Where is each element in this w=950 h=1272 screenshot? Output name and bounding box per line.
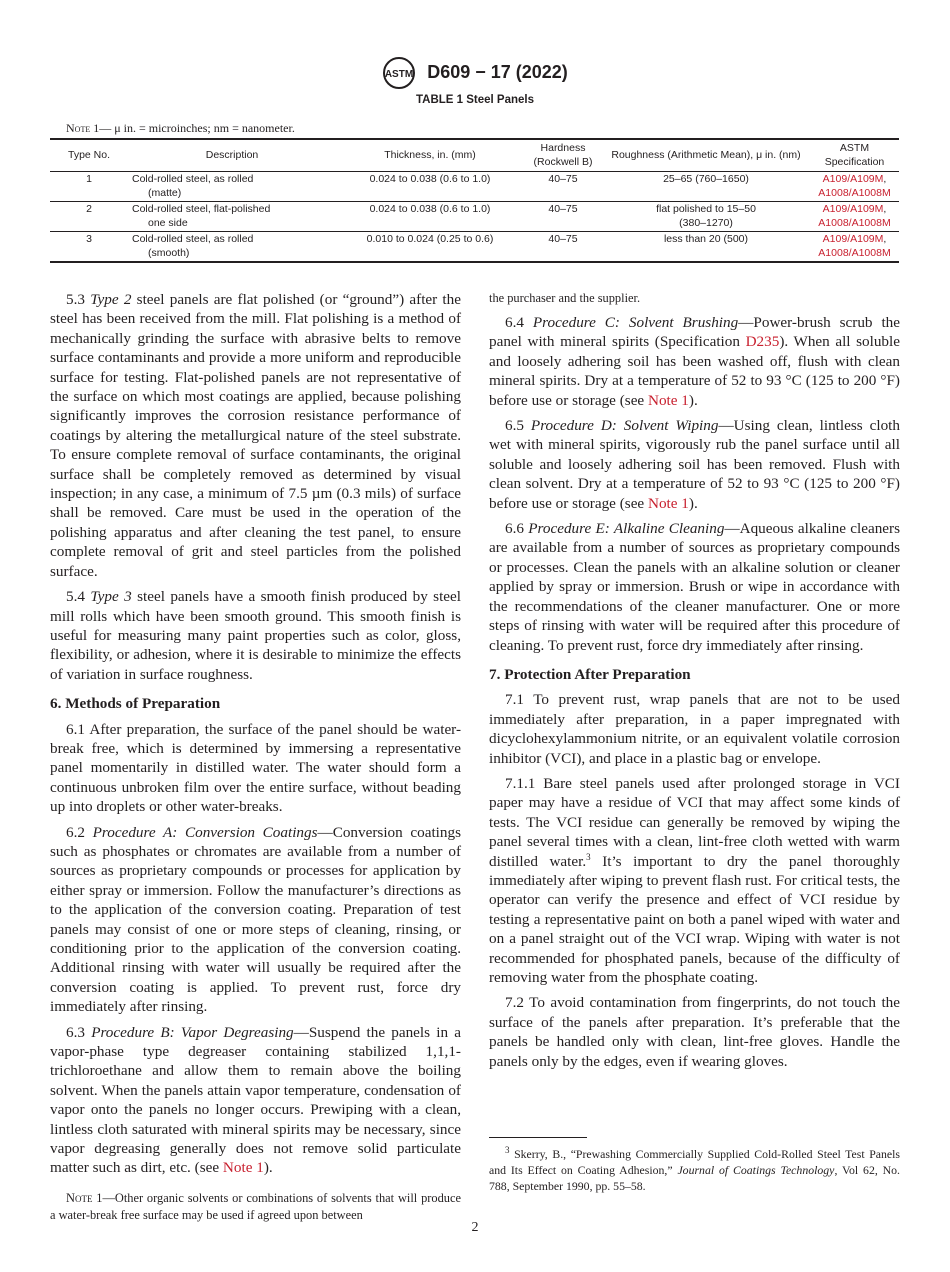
paragraph-6-5: 6.5 Procedure D: Solvent Wiping—Using clean, lintless cloth wet with mineral spirits, vigorously rub the panel surface until all soluble and loosely adhering soil has been removed. Flush with clean solvent. Dry at a temperature of 52 to 93 °C (125 to 200 °F) before use or storage (see Note 1). (489, 417, 900, 512)
footnote-divider (489, 1137, 587, 1138)
spec-link[interactable]: A109/A109M (822, 173, 884, 185)
steel-panels-table (50, 138, 899, 263)
note-1-link[interactable]: Note 1 (647, 494, 689, 512)
page-number: 2 (471, 1220, 479, 1235)
cell-description: Cold-rolled steel, flat-polished one side (128, 202, 336, 232)
paragraph-7-1: 7.1 To prevent rust, wrap panels that are not to be used immediately after preparation, in a paper impregnated with dicyclohexylammonium nitrite, or an equivalent volatile corrosion inhibitor (VCI), and place in a plastic bag or envelope. (489, 691, 900, 767)
footnote-ref[interactable]: 3 (586, 851, 591, 862)
right-column (489, 290, 900, 1077)
column-header: Hardness (Rockwell B) (524, 139, 602, 172)
note-1-link[interactable]: Note 1 (222, 1159, 264, 1177)
designation: D609 − 17 (2022) (427, 61, 568, 82)
cell-description: Cold-rolled steel, as rolled (smooth) (132, 233, 254, 259)
cell-description: Cold-rolled steel, as rolled (matte) (128, 172, 336, 202)
paragraph-6-2: 6.2 Procedure A: Conversion Coatings—Conversion coatings such as phosphates or chromates are available from a number of sources as proprietary compounds or processes for application by either spray or immersion. Follow the manufacturer’s directions as to the application of the conversion coating. Preparation of test panels may consist of one or more steps of cleaning, rinsing, or conditioning prior to the application of the conversion coating. Additional rinsing with water will usually be required after the conversion coating is applied. To prevent rust, force dry immediately after rinsing. (50, 823, 461, 1016)
table-row (50, 202, 899, 232)
cell-spec: A109/A109M, A1008/A1008M (810, 172, 899, 202)
note-1: Note 1—Other organic solvents or combinations of solvents that will produce a water-break free surface may be used if agreed upon between (50, 1190, 461, 1222)
section-heading-6: 6. Methods of Preparation (50, 695, 221, 713)
cell-spec: A109/A109M, A1008/A1008M (818, 233, 891, 259)
note-1-continued: the purchaser and the supplier. (489, 291, 641, 305)
spec-link[interactable]: A1008/A1008M (818, 186, 891, 199)
paragraph-7-2: 7.2 To avoid contamination from fingerprints, do not touch the surface of the panels after preparation. It’s preferable that the panels be handled only with clean, lint-free gloves. Handle the panels only by the edges, even if wearing gloves. (489, 994, 900, 1070)
paragraph-6-6: 6.6 Procedure E: Alkaline Cleaning—Aqueous alkaline cleaners are available from a number of sources as proprietary compounds or processes. Clean the panels with an alkaline solution or cleaner applied by spray or immersion. Brush or wipe in accordance with the recommendations of the cleaner manufacturer. One or more steps of rinsing with water will be required after this procedure of cleaning. To prevent rust, force dry immediately after rinsing. (489, 520, 900, 654)
cell-thickness: 0.010 to 0.024 (0.25 to 0.6) (366, 233, 494, 245)
note-1-link[interactable]: Note 1 (647, 391, 689, 409)
table-row (50, 232, 899, 263)
cell-hardness: 40–75 (548, 233, 578, 245)
column-header: Description (128, 139, 336, 172)
footnote-3: $^3$ Skerry, B., “Prewashing Commercially Supplied Cold-Rolled Steel Test Panels and Its Effect on Coating Adhesion,” Journal of Coatings Technology, Vol 62, No. 788, September 1990, pp. 55–58. (489, 1145, 901, 1193)
cell-roughness: less than 20 (500) (663, 233, 749, 245)
spec-link[interactable]: A1008/A1008M (818, 216, 891, 229)
cell-type: 1 (50, 172, 128, 202)
cell-roughness: flat polished to 15–50 (380–1270) (602, 202, 810, 232)
spec-link[interactable]: A109/A109M (822, 233, 884, 245)
section-heading-7: 7. Protection After Preparation (489, 665, 691, 683)
spec-link[interactable]: A109/A109M (822, 203, 884, 215)
column-header: Thickness, in. (mm) (336, 139, 524, 172)
svg-text:ASTM: ASTM (385, 69, 414, 80)
cell-thickness: 0.024 to 0.038 (0.6 to 1.0) (336, 202, 524, 232)
paragraph-6-4: 6.4 Procedure C: Solvent Brushing—Power-brush scrub the panel with mineral spirits (Specification D235). When all soluble and loosely adhering soil has been washed off, flush with clean mineral spirits. Dry at a temperature of 52 to 93 °C (125 to 200 °F) before use or storage (see Note 1). (489, 314, 900, 409)
paragraph-5-3: 5.3 Type 2 steel panels are flat polished (or “ground”) after the steel has been received from the mill. Flat polishing is a method of mechanically grinding the surface with abrasive belts to remove surface contaminants and provide a more uniform and reproducible surface for testing. Flat-polished panels are not representative of the surface on which most coatings are applied, because polishing significantly improves the corrosion resistance performance of coatings by altering the metallurgical nature of the steel substrate. To ensure complete removal of surface contaminants, the original surface shall be completely removed as determined by visual inspection; in any case, a minimum of 7.5 µm (0.3 mils) of surface shall be removed. Care must be used in the operation of the polishing apparatus and after cleaning the test panel, to ensure complete removal of grit and steel particles from the polished surface. (50, 291, 461, 580)
column-header: Type No. (50, 139, 128, 172)
cell-type: 2 (50, 202, 128, 232)
cell-roughness: 25–65 (760–1650) (602, 172, 810, 202)
table-note: Note 1— μ in. = microinches; nm = nanometer. (66, 121, 295, 135)
cell-thickness: 0.024 to 0.038 (0.6 to 1.0) (336, 172, 524, 202)
paragraph-5-4: 5.4 Type 3 steel panels have a smooth finish produced by steel mill rolls which have been smooth ground. This smooth finish is useful for measuring many paint properties such as color, gloss, flexibility, or adhesion, where it is desirable to minimize the effects of variation in surface roughness. (50, 588, 461, 683)
paragraph-6-1: 6.1 After preparation, the surface of the panel should be water-break free, which is determined by immersing a representative panel momentarily in distilled water. The water should form a continuous unbroken film over the entire surface, without beading up into droplets or other water-breaks. (50, 720, 461, 816)
column-header: Roughness (Arithmetic Mean), μ in. (nm) (602, 139, 810, 172)
column-header: ASTM Specification (810, 139, 899, 172)
paragraph-6-3: 6.3 Procedure B: Vapor Degreasing—Suspend the panels in a vapor-phase type degreaser containing stabilized 1,1,1-trichloroethane and allow them to remain above the boiling solvent. When the panels attain vapor temperature, condensation of vapor onto the panels no longer occurs. Prewiping with a clean, lintless cloth saturated with mineral spirits may be necessary, since vapor degreasing generally does not remove solid particulate matter such as dirt, etc. (see Note 1). (50, 1023, 461, 1177)
cell-type: 3 (86, 233, 92, 245)
astm-logo-icon (382, 56, 416, 90)
d235-link[interactable]: D235 (745, 333, 780, 351)
paragraph-7-1-1: 7.1.1 Bare steel panels used after prolonged storage in VCI paper may have a residue of VCI that may affect some kinds of tests. The VCI residue can generally be removed by wiping the panel several times with a clean, lint-free cloth wetted with warm distilled water.$^3$ It’s important to dry the panel thoroughly immediately after wiping to prevent flash rust. For critical tests, the operator can verify the presence and effect of VCI residue by testing a representative paint on both a panel wiped with water and on a panel straight out of the VCI wrap. Wiping with water is not recommended for phosphated panels, because of the difficulty of removing water from the phosphate coating. (489, 774, 900, 986)
left-column (50, 290, 461, 1230)
table-row (50, 172, 899, 202)
cell-hardness: 40–75 (524, 172, 602, 202)
document-header (0, 56, 950, 90)
cell-spec: A109/A109M, A1008/A1008M (810, 202, 899, 232)
spec-link[interactable]: A1008/A1008M (818, 246, 891, 259)
cell-hardness: 40–75 (524, 202, 602, 232)
table-title: TABLE 1 Steel Panels (415, 94, 535, 106)
